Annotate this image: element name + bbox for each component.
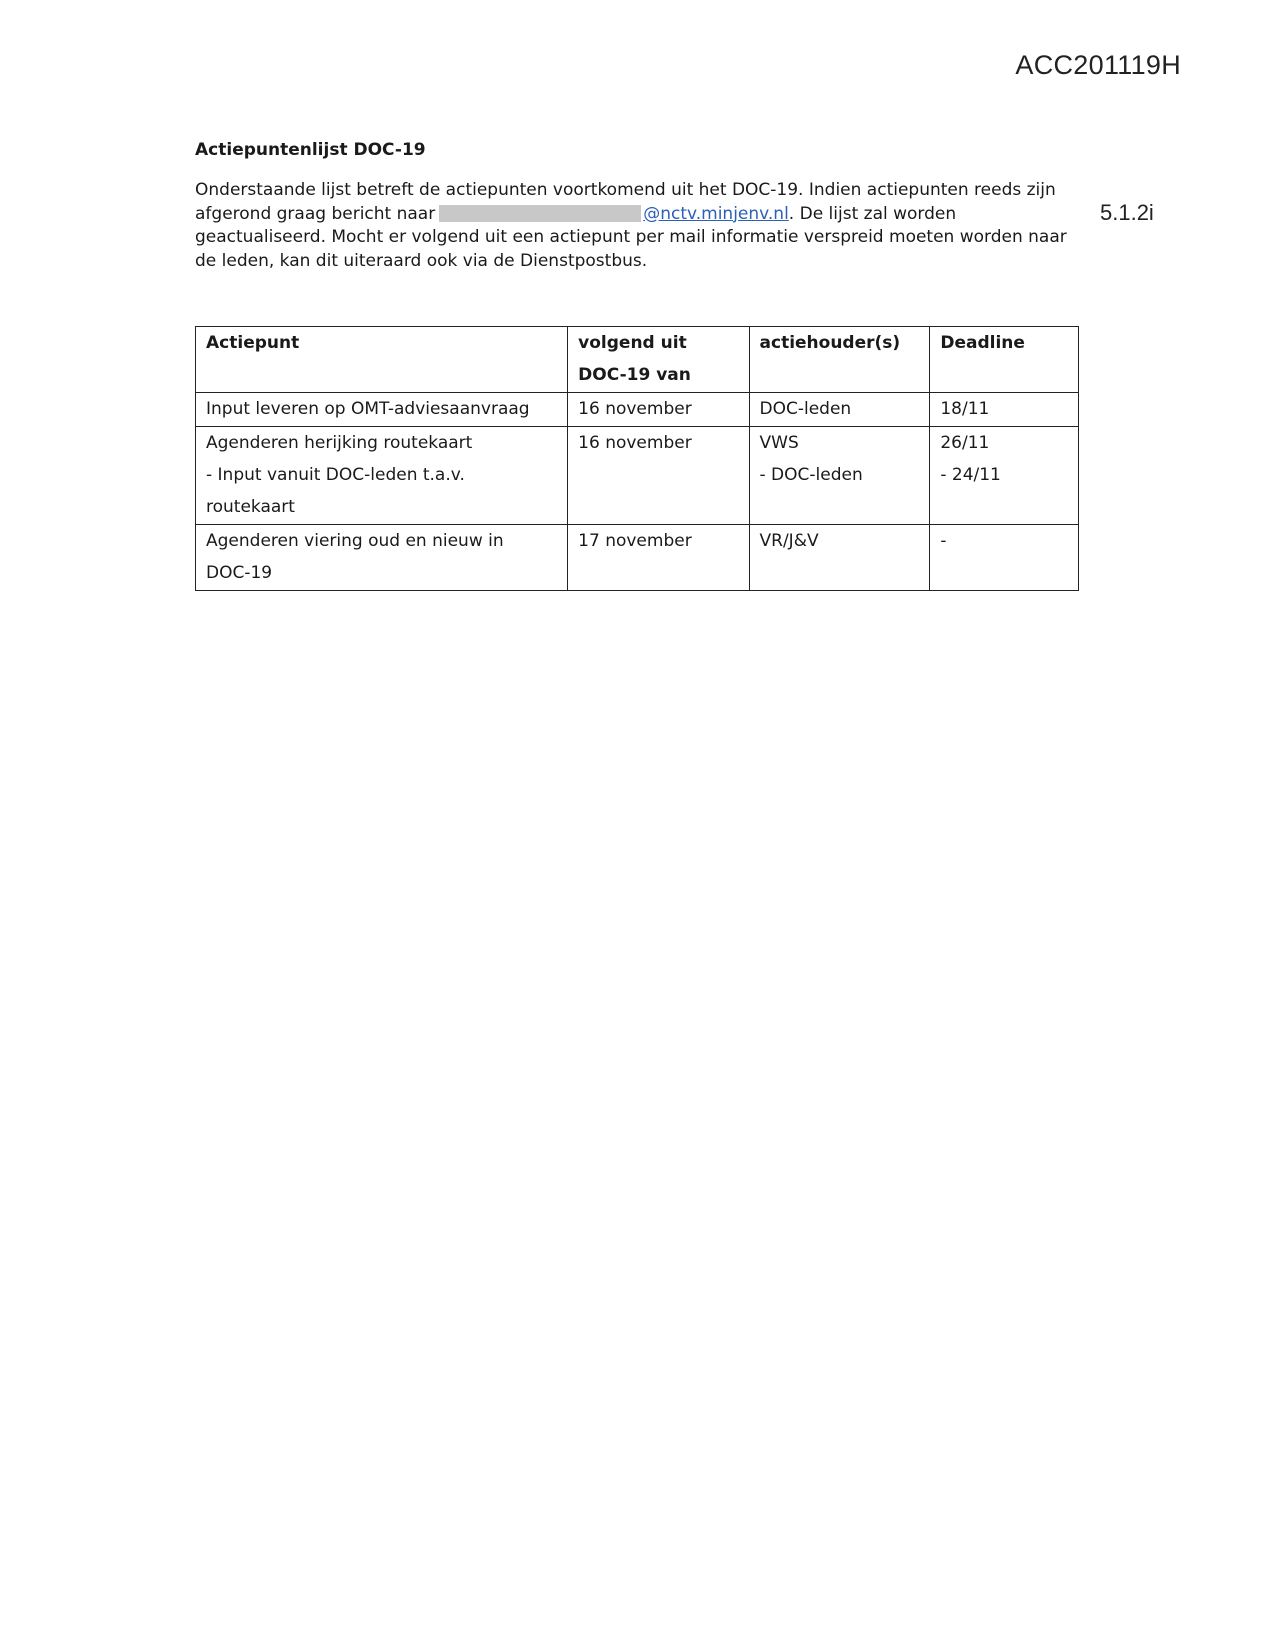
header-volgend-uit: volgend uit DOC-19 van bbox=[568, 327, 749, 393]
header-actiehouder: actiehouder(s) bbox=[749, 327, 930, 393]
page-title: Actiepuntenlijst DOC-19 bbox=[195, 140, 426, 160]
redaction-block bbox=[439, 205, 641, 222]
cell-actiehouder: DOC-leden bbox=[749, 393, 930, 427]
table-row bbox=[196, 525, 1079, 591]
intro-text-part1: Onderstaande lijst betreft de actiepunten voortkomend uit het DOC-19. Indien actiepunten reeds zijn afgerond graag bericht naar bbox=[195, 180, 1056, 224]
redaction-exemption-code: 5.1.2i bbox=[1100, 200, 1154, 225]
cell-actiehouder: VWS - DOC-leden bbox=[749, 427, 930, 525]
table-header-row bbox=[196, 327, 1079, 393]
cell-deadline: 26/11 - 24/11 bbox=[930, 427, 1079, 525]
cell-actiepunt: Input leveren op OMT-adviesaanvraag bbox=[196, 393, 568, 427]
intro-text-part2: . De lijst zal worden geactualiseerd. Mocht er volgend uit een actiepunt per mail informatie verspreid moeten worden naar de leden, kan dit uiteraard ook via de Dienstpostbus. bbox=[195, 203, 1067, 271]
cell-actiehouder: VR/J&V bbox=[749, 525, 930, 591]
action-items-table bbox=[195, 326, 1079, 591]
cell-volgend: 16 november bbox=[568, 393, 749, 427]
intro-paragraph bbox=[195, 179, 1075, 273]
cell-actiepunt: Agenderen viering oud en nieuw in DOC-19 bbox=[196, 525, 568, 591]
table-row bbox=[196, 427, 1079, 525]
table-row bbox=[196, 393, 1079, 427]
cell-deadline: 18/11 bbox=[930, 393, 1079, 427]
header-deadline: Deadline bbox=[930, 327, 1079, 393]
cell-deadline: - bbox=[930, 525, 1079, 591]
cell-volgend: 17 november bbox=[568, 525, 749, 591]
document-id: ACC201119H bbox=[1015, 50, 1181, 80]
email-link[interactable]: @nctv.minjenv.nl bbox=[643, 203, 789, 224]
header-actiepunt: Actiepunt bbox=[196, 327, 568, 393]
cell-actiepunt: Agenderen herijking routekaart - Input vanuit DOC-leden t.a.v. routekaart bbox=[196, 427, 568, 525]
cell-volgend: 16 november bbox=[568, 427, 749, 525]
